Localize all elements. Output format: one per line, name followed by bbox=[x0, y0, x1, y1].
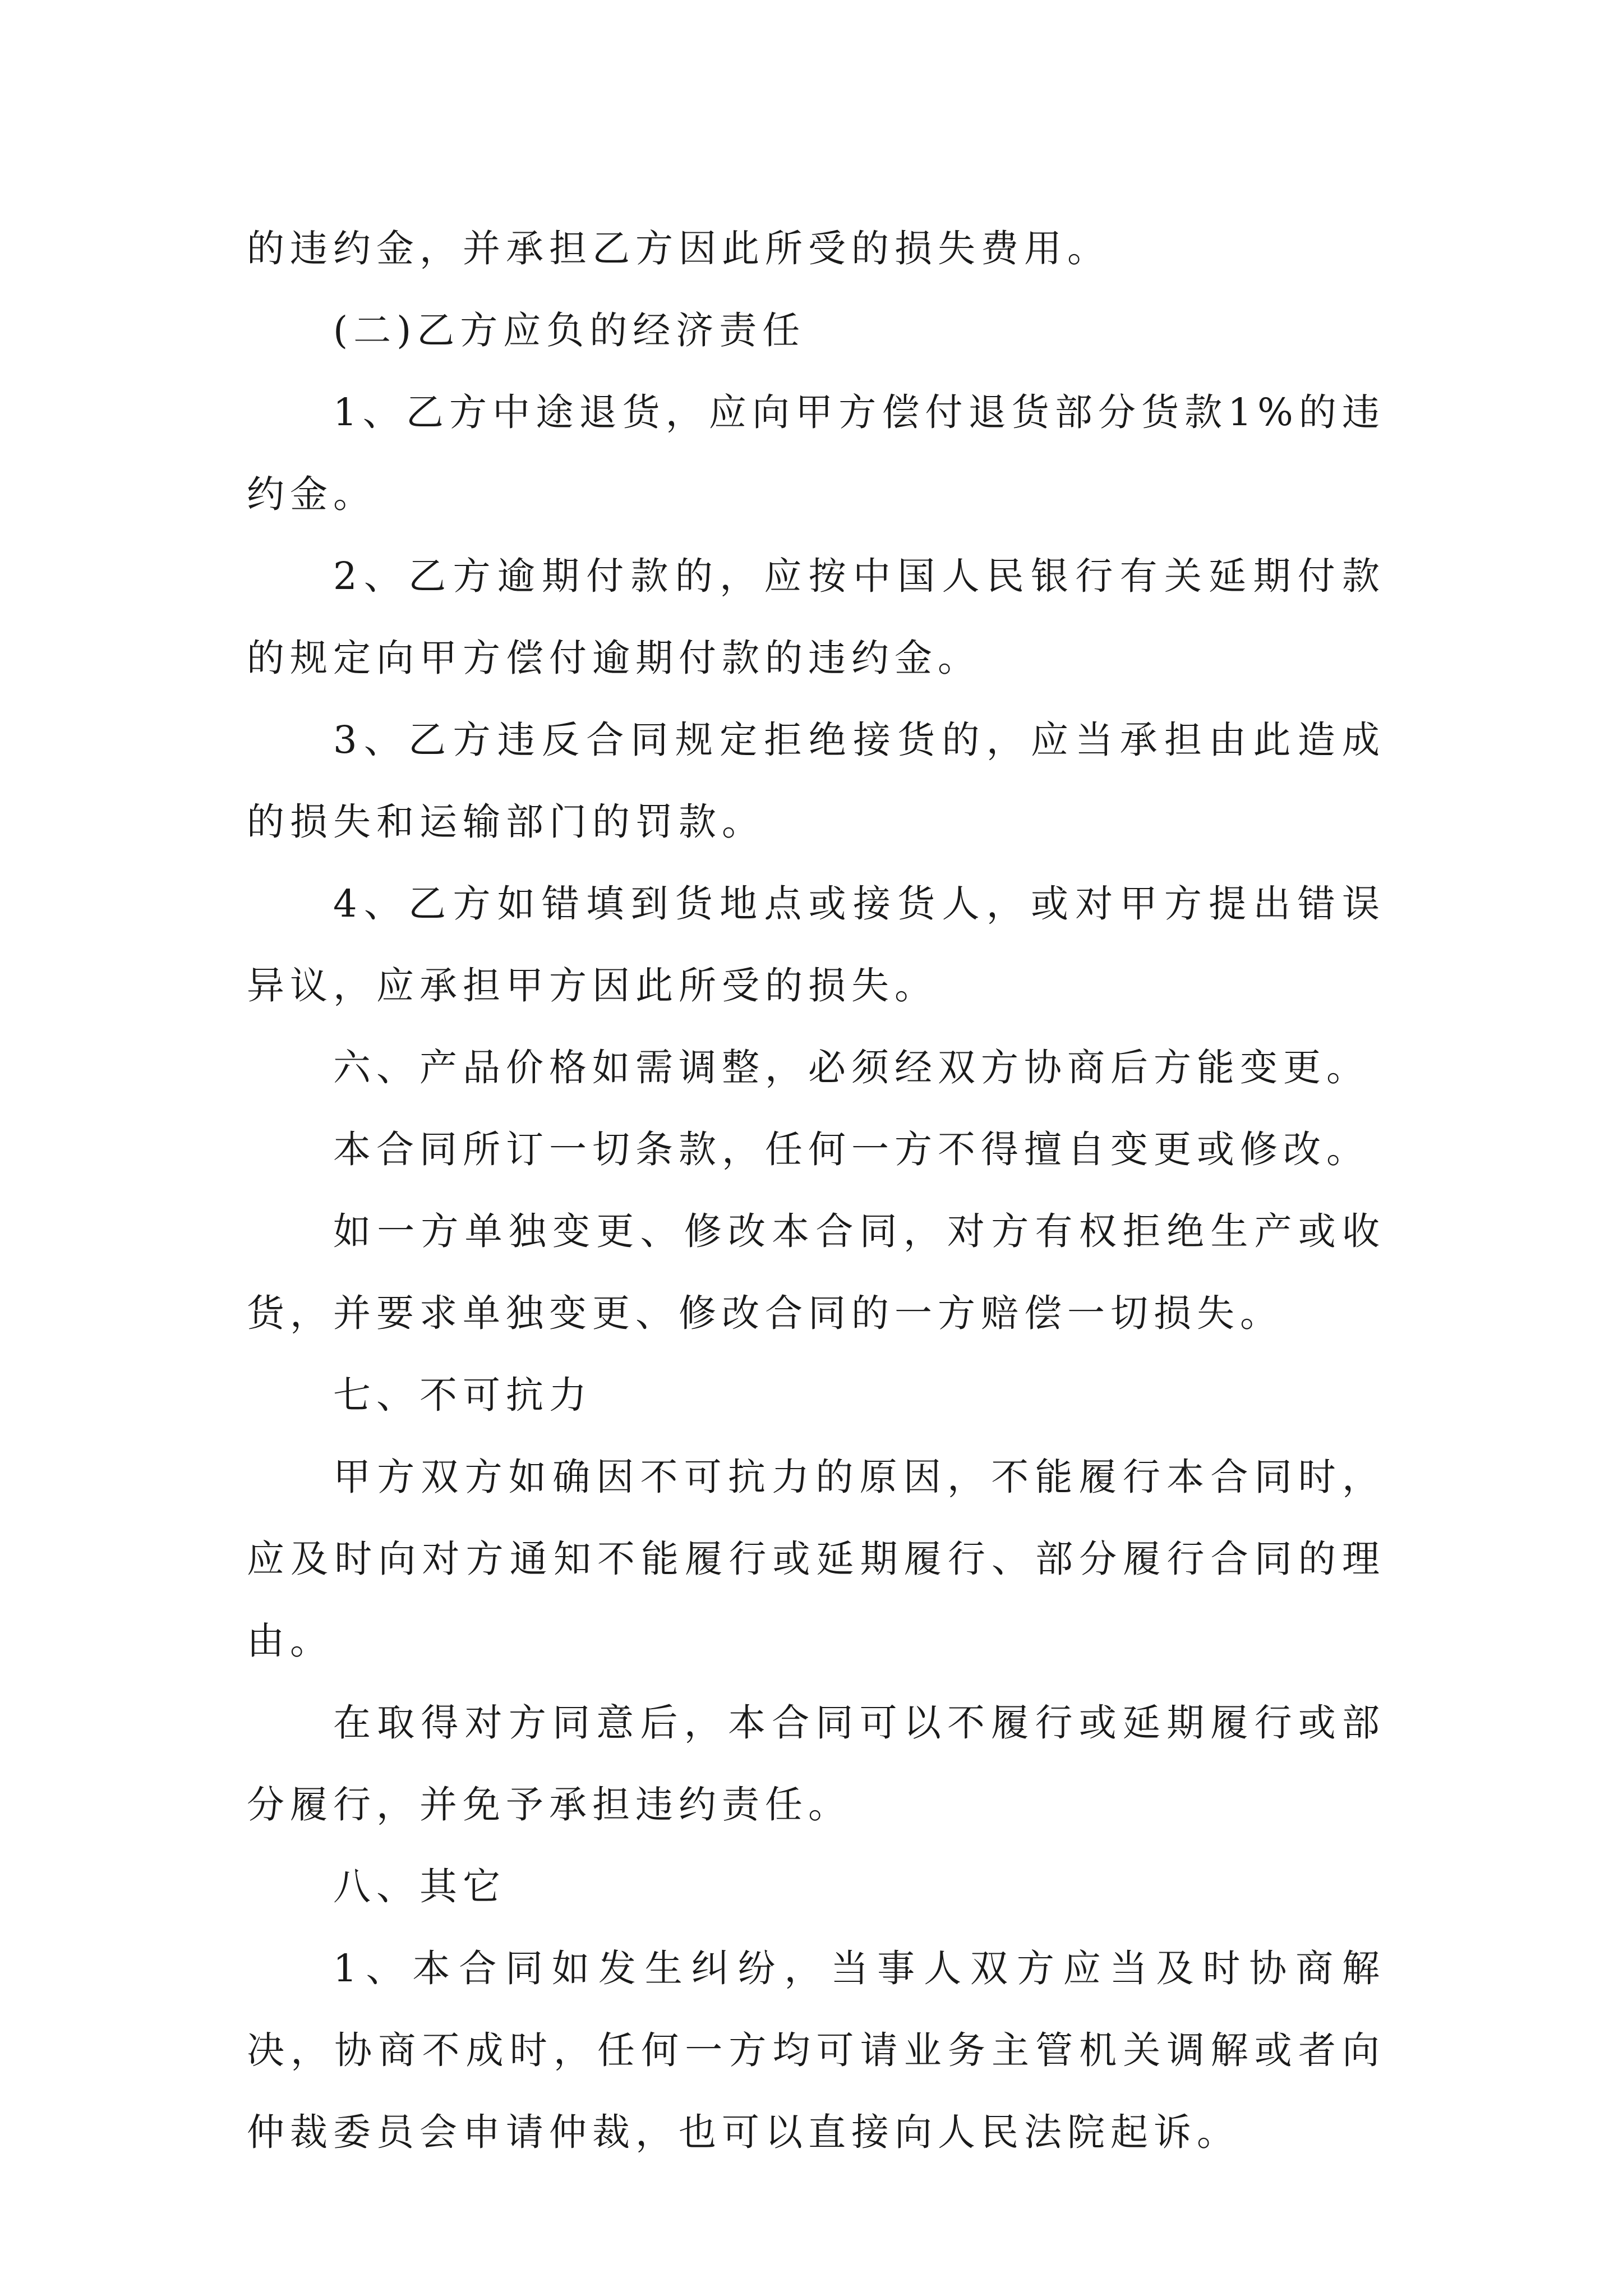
paragraph-force-majeure: 甲方双方如确因不可抗力的原因，不能履行本合同时，应及时向对方通知不能履行或延期履行、部分履行合同的理由。 bbox=[247, 1455, 1385, 1663]
paragraph-heading-party-b-liability: (二)乙方应负的经济责任 bbox=[333, 309, 806, 352]
paragraph-section-8-heading: 八、其它 bbox=[333, 1865, 506, 1908]
paragraph-dispute: 1、本合同如发生纠纷，当事人双方应当及时协商解决，协商不成时，任何一方均可请业务主管机关调解或者向仲裁委员会申请仲裁，也可以直接向人民法院起诉。 bbox=[247, 1947, 1385, 2154]
paragraph-consent: 在取得对方同意后，本合同可以不履行或延期履行或部分履行，并免予承担违约责任。 bbox=[247, 1701, 1385, 1826]
paragraph-clause-3: 3、乙方违反合同规定拒绝接货的，应当承担由此造成的损失和运输部门的罚款。 bbox=[247, 718, 1385, 844]
paragraph-section-7-heading: 七、不可抗力 bbox=[333, 1373, 592, 1417]
paragraph-clause-1: 1、乙方中途退货，应向甲方偿付退货部分货款1%的违约金。 bbox=[247, 390, 1385, 516]
paragraph-clause-4: 4、乙方如错填到货地点或接货人，或对甲方提出错误异议，应承担甲方因此所受的损失。 bbox=[247, 882, 1385, 1007]
paragraph-clause-2: 2、乙方逾期付款的，应按中国人民银行有关延期付款的规定向甲方偿付逾期付款的违约金。 bbox=[247, 554, 1385, 680]
paragraph-terms: 本合同所订一切条款，任何一方不得擅自变更或修改。 bbox=[333, 1128, 1370, 1171]
paragraph-section-6: 六、产品价格如需调整，必须经双方协商后方能变更。 bbox=[333, 1046, 1370, 1089]
paragraph-continuation: 的违约金，并承担乙方因此所受的损失费用。 bbox=[247, 227, 1110, 270]
document-body bbox=[247, 208, 1385, 2173]
paragraph-unilateral-change: 如一方单独变更、修改本合同，对方有权拒绝生产或收货，并要求单独变更、修改合同的一方赔偿一切损失。 bbox=[247, 1209, 1385, 1335]
